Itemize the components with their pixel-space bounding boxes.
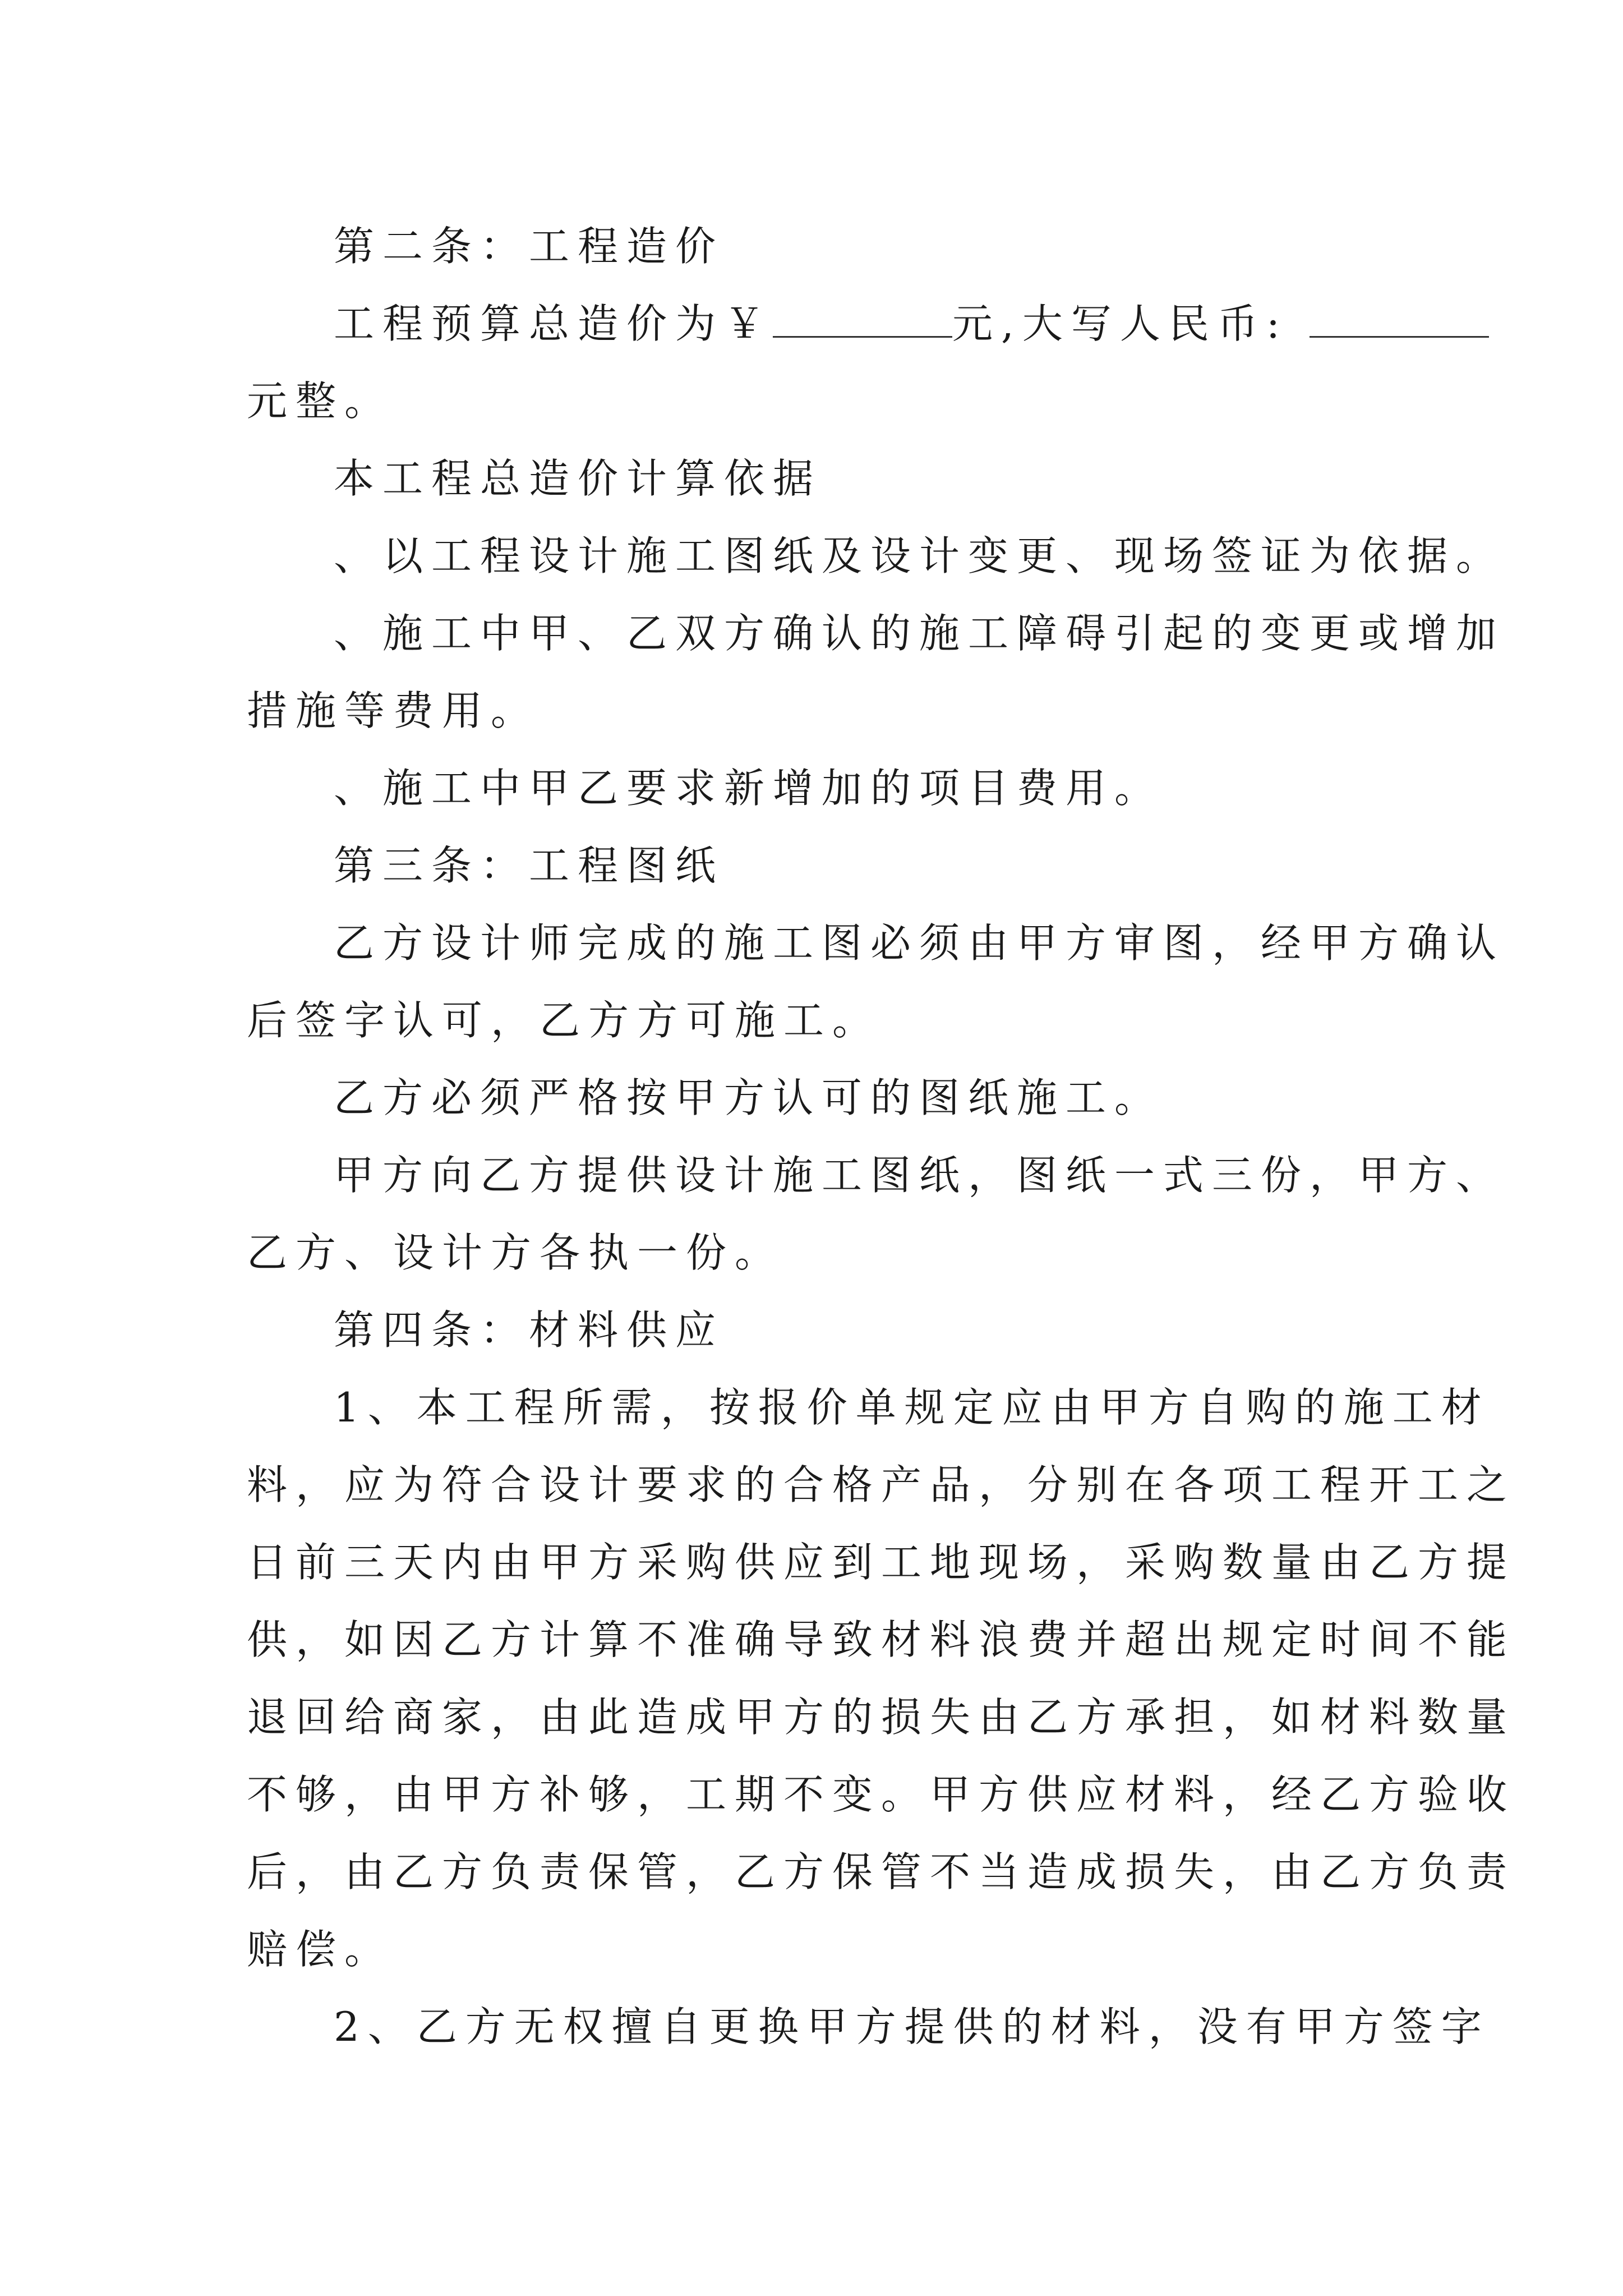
- paragraph-line: 退回给商家，由此造成甲方的损失由乙方承担，如材料数量: [247, 1694, 1516, 1741]
- paragraph-line: 后签字认可，乙方方可施工。: [247, 997, 882, 1044]
- paragraph-line: 元整。: [247, 378, 394, 425]
- paragraph-line: 乙方必须严格按甲方认可的图纸施工。: [334, 1074, 1164, 1121]
- list-item-line: 、以工程设计施工图纸及设计变更、现场签证为依据。: [334, 532, 1505, 579]
- uppercase-amount-blank-field[interactable]: [1310, 302, 1489, 338]
- paragraph-line: 甲方向乙方提供设计施工图纸，图纸一式三份，甲方、: [334, 1152, 1505, 1199]
- list-item-line: 、施工中甲、乙双方确认的施工障碍引起的变更或增加: [334, 610, 1505, 657]
- section-heading-article-2: 第二条：工程造价: [334, 223, 725, 270]
- paragraph-line: 本工程总造价计算依据: [334, 455, 822, 502]
- amount-blank-field[interactable]: [773, 302, 952, 338]
- budget-line: [247, 285, 1385, 362]
- budget-label: 工程预算总造价为￥: [334, 300, 773, 347]
- paragraph-line: 1、本工程所需，按报价单规定应由甲方自购的施工材: [334, 1384, 1490, 1431]
- budget-uppercase-label: 元,大写人民币:: [952, 300, 1289, 347]
- paragraph-line: 乙方、设计方各执一份。: [247, 1229, 784, 1276]
- paragraph-line: 日前三天内由甲方采购供应到工地现场，采购数量由乙方提: [247, 1539, 1516, 1586]
- paragraph-line: 后，由乙方负责保管，乙方保管不当造成损失，由乙方负责: [247, 1848, 1516, 1895]
- paragraph-line: 2、乙方无权擅自更换甲方提供的材料，没有甲方签字: [334, 2003, 1490, 2050]
- paragraph-line: 赔偿。: [247, 1926, 394, 1973]
- paragraph-line: 不够，由甲方补够，工期不变。甲方供应材料，经乙方验收: [247, 1771, 1516, 1818]
- paragraph-line: 供，如因乙方计算不准确导致材料浪费并超出规定时间不能: [247, 1616, 1516, 1663]
- paragraph-line: 措施等费用。: [247, 687, 540, 734]
- contract-body: [247, 208, 1516, 2065]
- list-item-line: 、施工中甲乙要求新增加的项目费用。: [334, 765, 1164, 812]
- section-heading-article-4: 第四条：材料供应: [334, 1306, 725, 1354]
- paragraph-line: 乙方设计师完成的施工图必须由甲方审图，经甲方确认: [334, 919, 1505, 967]
- paragraph-line: 料，应为符合设计要求的合格产品，分别在各项工程开工之: [247, 1461, 1516, 1508]
- section-heading-article-3: 第三条：工程图纸: [334, 842, 725, 889]
